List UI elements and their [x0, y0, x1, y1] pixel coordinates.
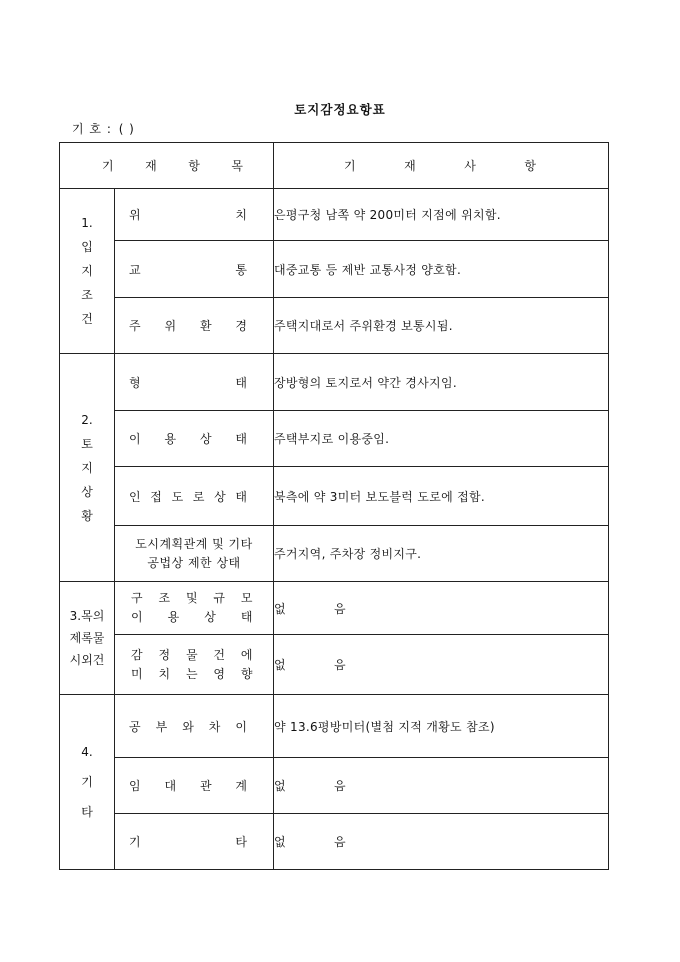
header-item-char: 기 — [102, 159, 114, 173]
value-text: 주거지역, 주차장 정비지구. — [274, 547, 422, 561]
header-content-char: 재 — [404, 159, 416, 173]
table-row — [60, 526, 609, 582]
value-text: 없 음 — [274, 779, 346, 793]
header-row — [60, 143, 609, 189]
value-text: 장방형의 토지로서 약간 경사지임. — [274, 375, 457, 390]
item-label: 임 대 관 계 — [129, 779, 247, 793]
value-text: 약 13.6평방미터(별첨 지적 개황도 참조) — [274, 719, 495, 734]
table-row — [60, 241, 609, 298]
table-row — [60, 695, 609, 758]
table-row — [60, 411, 609, 467]
item-label: 이 용 상 태 — [129, 432, 247, 446]
value-text: 대중교통 등 제반 교통사정 양호함. — [274, 262, 462, 277]
value-text: 주택부지로 이용중임. — [274, 432, 390, 446]
section-category — [60, 695, 115, 870]
header-item-char: 재 — [145, 159, 157, 173]
value-cell — [274, 526, 609, 582]
section-category — [60, 189, 115, 354]
header-content-char: 항 — [524, 159, 536, 173]
category-text: 시외건 — [69, 653, 105, 667]
item-cell — [115, 241, 274, 298]
value-text: 주택지대로서 주위환경 보통시됨. — [274, 319, 453, 333]
category-text: 황 — [81, 508, 93, 523]
item-label-line: 구 조 및 규 모 — [131, 591, 253, 605]
item-label: 주 위 환 경 — [129, 319, 247, 333]
item-cell — [115, 526, 274, 582]
value-cell — [274, 467, 609, 526]
code-line — [72, 120, 135, 137]
table-row — [60, 758, 609, 814]
category-text: 2. — [81, 412, 93, 427]
table-row — [60, 582, 609, 635]
value-cell — [274, 695, 609, 758]
category-text: 토 — [81, 436, 93, 451]
category-text: 건 — [81, 312, 93, 326]
item-cell — [115, 467, 274, 526]
table-row — [60, 635, 609, 695]
item-label-line: 미 치 는 영 향 — [131, 666, 253, 681]
category-text: 입 — [81, 240, 93, 254]
value-cell — [274, 582, 609, 635]
category-text: 조 — [81, 288, 93, 302]
header-content-char: 사 — [464, 159, 476, 173]
item-cell — [115, 298, 274, 354]
value-cell — [274, 298, 609, 354]
section-category — [60, 354, 115, 582]
item-cell — [115, 354, 274, 411]
category-text: 1. — [81, 216, 93, 230]
category-text: 기 — [81, 775, 93, 789]
header-content — [274, 157, 608, 174]
category-text: 상 — [81, 484, 93, 499]
category-text: 지 — [81, 460, 93, 475]
header-item-cell — [60, 143, 274, 189]
value-text: 없 음 — [274, 658, 346, 672]
table-row — [60, 354, 609, 411]
table-row — [60, 189, 609, 241]
document-title: 토지감정요항표 — [294, 102, 386, 117]
item-cell — [115, 189, 274, 241]
item-label: 교 통 — [129, 262, 247, 277]
table-row — [60, 814, 609, 870]
category-text: 4. — [81, 745, 93, 759]
item-label-line: 이 용 상 태 — [131, 610, 253, 624]
section-category — [60, 582, 115, 695]
item-label: 형 태 — [129, 375, 247, 390]
item-cell — [115, 814, 274, 870]
header-item-char: 목 — [231, 159, 243, 173]
value-text: 없 음 — [274, 601, 346, 616]
value-text: 은평구청 남쪽 약 200미터 지점에 위치함. — [274, 208, 501, 222]
value-cell — [274, 241, 609, 298]
item-cell — [115, 582, 274, 635]
category-text: 지 — [81, 264, 93, 278]
category-text: 제록물 — [69, 631, 105, 645]
item-cell — [115, 635, 274, 695]
value-cell — [274, 189, 609, 241]
item-cell — [115, 758, 274, 814]
value-cell — [274, 411, 609, 467]
value-text: 없 음 — [274, 835, 346, 849]
header-content-char: 기 — [344, 159, 356, 173]
value-cell — [274, 635, 609, 695]
appraisal-table — [59, 142, 609, 870]
item-label: 기 타 — [129, 835, 247, 849]
value-cell — [274, 814, 609, 870]
item-label-line: 감 정 물 건 에 — [131, 647, 253, 662]
item-cell — [115, 411, 274, 467]
item-cell — [115, 695, 274, 758]
item-label: 인 접 도 로 상 태 — [129, 489, 247, 504]
value-cell — [274, 758, 609, 814]
category-text: 타 — [81, 805, 93, 819]
item-label-line: 공법상 제한 상태 — [147, 555, 241, 570]
table-row — [60, 298, 609, 354]
item-label: 공 부 와 차 이 — [129, 719, 247, 734]
code-value: ( ) — [118, 122, 135, 136]
table-row — [60, 467, 609, 526]
value-text: 북측에 약 3미터 보도블럭 도로에 접함. — [274, 489, 486, 504]
item-label: 위 치 — [129, 208, 247, 222]
category-text: 3.목의 — [69, 609, 105, 623]
header-item — [60, 157, 273, 174]
header-content-cell — [274, 143, 609, 189]
value-cell — [274, 354, 609, 411]
header-item-char: 항 — [188, 159, 200, 173]
code-label: 기 호 : — [72, 122, 112, 136]
item-label-line: 도시계획관계 및 기타 — [135, 536, 253, 551]
